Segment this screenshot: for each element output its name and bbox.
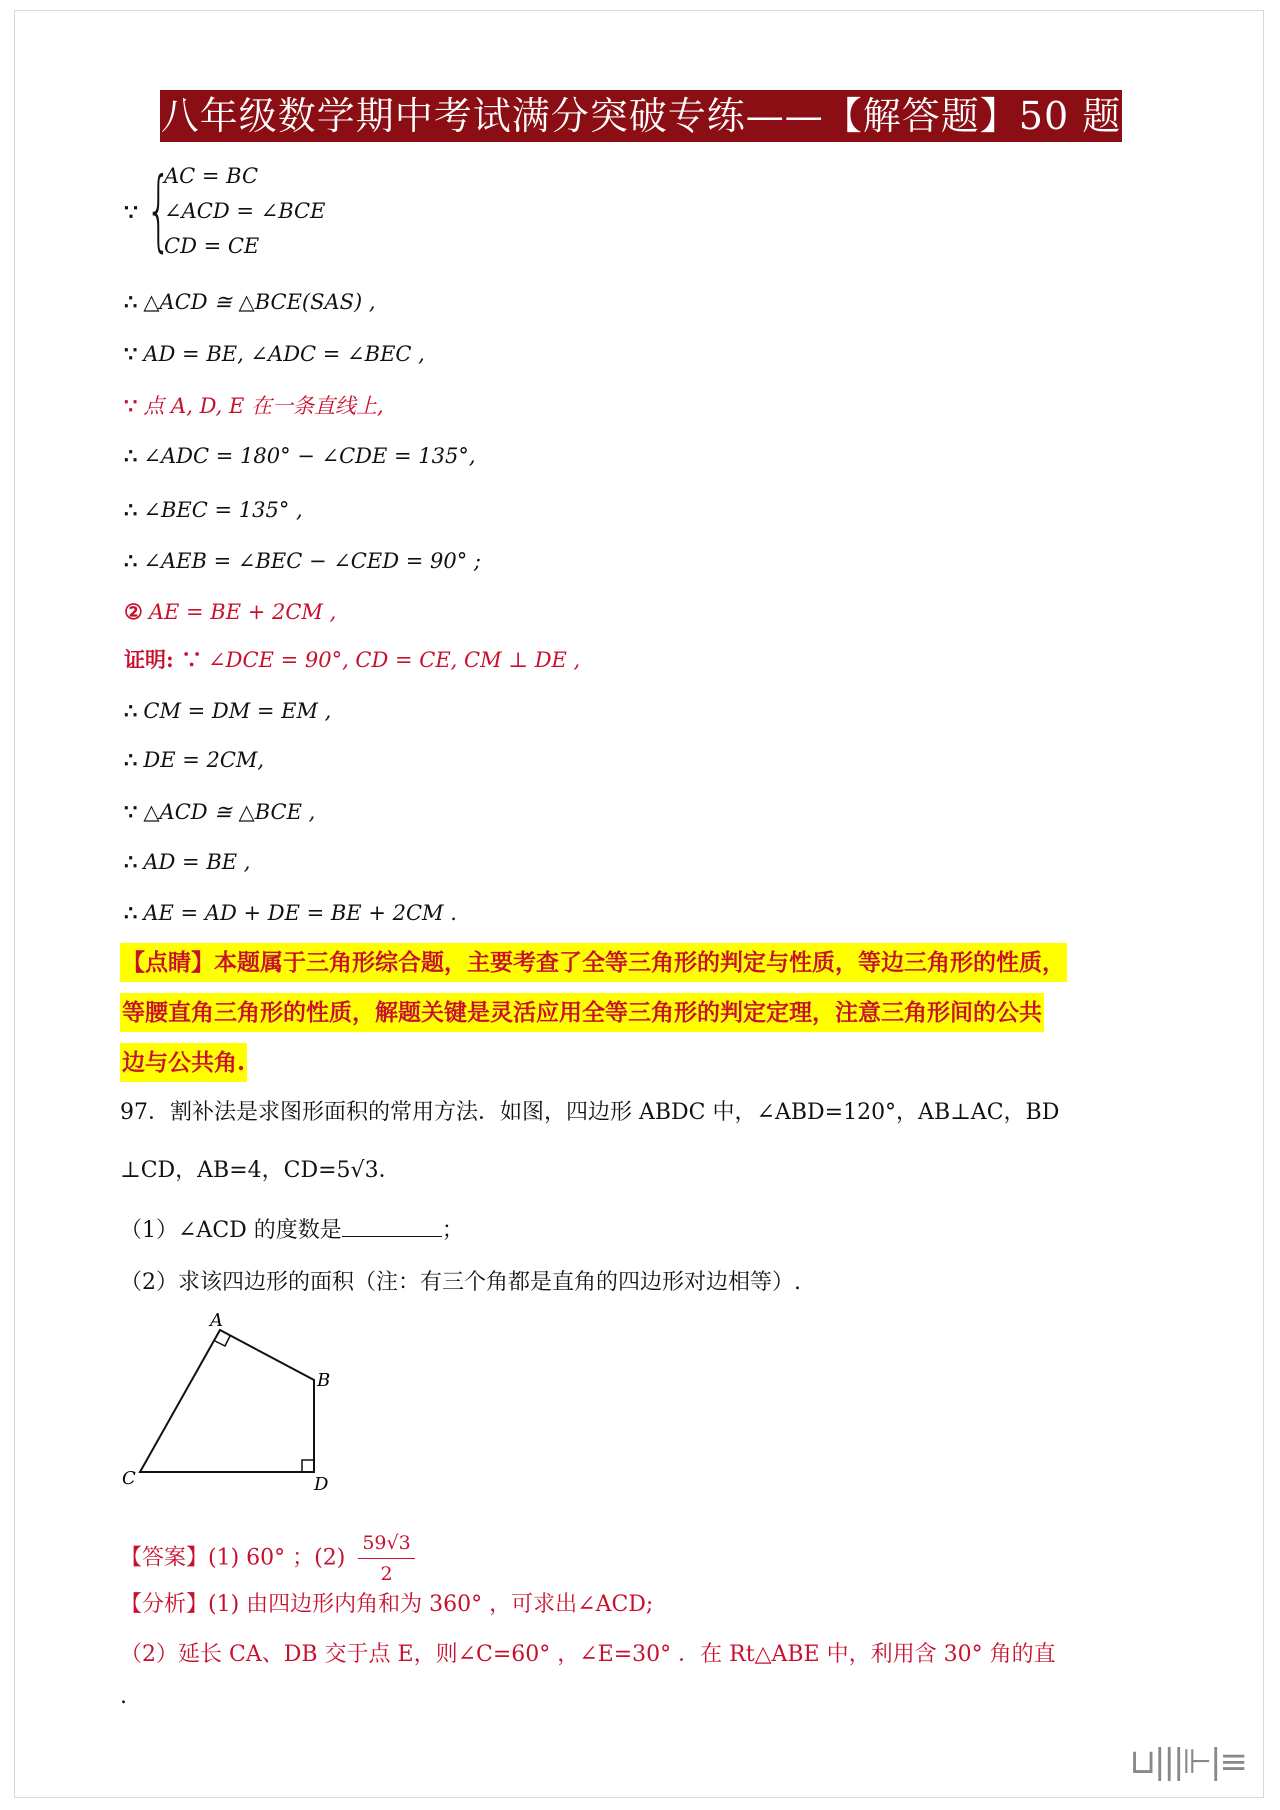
system-eq-3: CD = CE: [164, 234, 260, 258]
proof-symbol: ∵: [124, 799, 138, 824]
proof-text: ∠ADC = 180° − ∠CDE = 135°,: [143, 444, 476, 468]
label-b: B: [317, 1370, 331, 1391]
watermark-icon: ⊔|||⊩|≡: [1129, 1742, 1246, 1782]
proof-line: [124, 340, 425, 368]
equation-system: [124, 160, 384, 264]
proof-line: [124, 288, 376, 316]
analysis-line-2: （2）延长 CA、DB 交于点 E，则∠C=60° ，∠E=30° ．在 Rt△ABE 中，利用含 30° 角的直: [120, 1642, 1056, 1667]
answer-line: 【答案】(1) 60° ；(2) $\frac{59√3}{2}$: [120, 1528, 415, 1589]
proof-line: [124, 848, 250, 876]
because-symbol: ∵: [124, 200, 138, 226]
note-line-2: 等腰直角三角形的性质，解题关键是灵活应用全等三角形的判定定理，注意三角形间的公共: [120, 990, 1044, 1036]
proof-text: DE = 2CM,: [143, 748, 265, 772]
question-line-1: 97．割补法是求图形面积的常用方法．如图，四边形 ABDC 中，∠ABD=120°，AB⊥AC，BD: [120, 1100, 1060, 1125]
proof-text: ∠BEC = 135° ,: [143, 498, 303, 522]
proof-text: △ACD ≅ △BCE ,: [143, 800, 316, 824]
proof-line: [124, 697, 331, 725]
proof-symbol: ∴: [124, 443, 138, 468]
page-title: 八年级数学期中考试满分突破专练——【解答题】50 题: [160, 90, 1122, 142]
answer-blank[interactable]: [342, 1216, 442, 1237]
system-eq-2: ∠ACD = ∠BCE: [164, 199, 326, 223]
question-part-1: （1）∠ACD 的度数是 ；: [120, 1218, 464, 1243]
proof-line: [124, 598, 336, 626]
proof-line: [124, 547, 481, 575]
proof-text: AE = BE + 2CM ,: [148, 600, 337, 624]
proof-symbol: ∴: [124, 497, 138, 522]
proof-line: [124, 646, 580, 674]
proof-text: 点 A, D, E 在一条直线上,: [143, 394, 384, 418]
proof-line: [124, 392, 384, 420]
proof-text: AD = BE ,: [143, 850, 251, 874]
question-line-2: ⊥CD，AB=4，CD=5√3．: [120, 1158, 401, 1183]
proof-line: [124, 899, 457, 927]
analysis-line-1: 【分析】(1) 由四边形内角和为 360° ，可求出∠ACD;: [120, 1592, 654, 1617]
proof-text: ∠DCE = 90°, CD = CE, CM ⊥ DE ,: [208, 648, 581, 672]
proof-symbol: ∵: [124, 393, 138, 418]
proof-symbol: ∵: [124, 341, 138, 366]
proof-symbol: ∴: [124, 698, 138, 723]
proof-line: [124, 442, 476, 470]
proof-line: [124, 496, 303, 524]
analysis-line-3: .: [120, 1684, 127, 1709]
quadrilateral-figure: [118, 1310, 338, 1500]
proof-text: ∠AEB = ∠BEC − ∠CED = 90° ;: [143, 549, 481, 573]
label-a: A: [210, 1310, 223, 1331]
proof-text: AD = BE, ∠ADC = ∠BEC ,: [143, 342, 425, 366]
proof-symbol: ∴: [124, 900, 138, 925]
proof-text: AE = AD + DE = BE + 2CM .: [143, 901, 457, 925]
label-c: C: [122, 1468, 136, 1489]
proof-symbol: ∴: [124, 849, 138, 874]
proof-line: [124, 746, 264, 774]
proof-line: [124, 798, 315, 826]
note-line-1: 【点睛】本题属于三角形综合题，主要考查了全等三角形的判定与性质，等边三角形的性质，: [120, 940, 1067, 986]
question-part-2: （2）求该四边形的面积（注：有三个角都是直角的四边形对边相等）.: [120, 1270, 801, 1295]
note-line-3: 边与公共角.: [120, 1040, 247, 1086]
brace: {: [146, 158, 172, 261]
label-d: D: [314, 1474, 329, 1495]
proof-text: △ACD ≅ △BCE(SAS) ,: [143, 290, 376, 314]
system-eq-1: AC = BC: [164, 164, 259, 188]
answer-fraction: $\frac{59√3}{2}$: [358, 1528, 414, 1589]
proof-symbol: ∴: [124, 548, 138, 573]
proof-text: CM = DM = EM ,: [143, 699, 332, 723]
proof-symbol: ∴: [124, 289, 138, 314]
proof-symbol: ②: [124, 599, 143, 624]
proof-symbol: 证明: ∵: [124, 647, 203, 672]
proof-symbol: ∴: [124, 747, 138, 772]
